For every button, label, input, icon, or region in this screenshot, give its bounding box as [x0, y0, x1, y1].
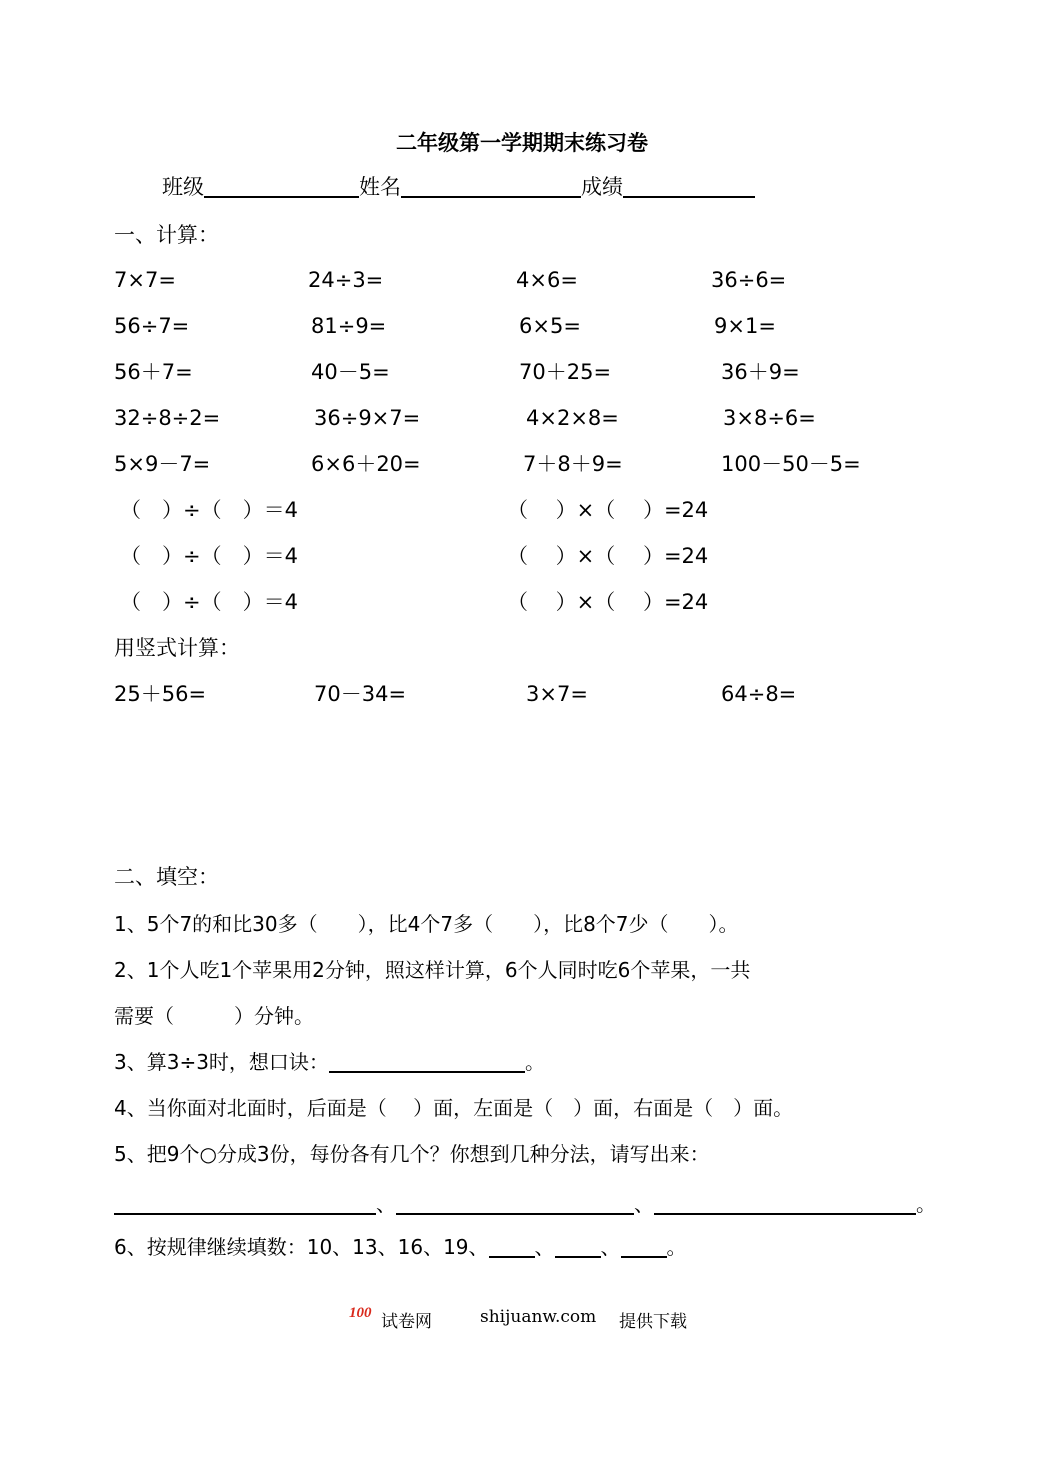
calc-item: 9×1= [714, 314, 776, 338]
calc-item: 7＋8＋9= [523, 452, 623, 476]
calc-item: 64÷8= [721, 682, 797, 706]
calc-item: 24÷3= [308, 268, 384, 292]
calc-item: 4×6= [516, 268, 578, 292]
question-2: 2、1个人吃1个苹果用2分钟，照这样计算，6个人同时吃6个苹果，一共 [114, 958, 751, 982]
question-6 [114, 1232, 687, 1262]
student-info-line [162, 172, 755, 202]
fill-item: （ ）×（ ）=24 [507, 498, 709, 522]
page-title: 二年级第一学期期末练习卷 [396, 130, 648, 155]
class-label: 班级 [162, 175, 204, 199]
question-1: 1、5个7的和比30多（ ），比4个7多（ ），比8个7少（ ）。 [114, 912, 739, 936]
answer-blank[interactable] [329, 1049, 525, 1073]
question-3-text: 3、算3÷3时，想口诀： [114, 1050, 329, 1074]
question-6-text: 6、按规律继续填数：10、13、16、19、 [114, 1235, 489, 1259]
fill-item: （ ）÷（ ）＝4 [120, 544, 298, 568]
question-3-end: 。 [524, 1050, 545, 1074]
period: 。 [666, 1235, 687, 1259]
site-url[interactable]: shijuanw.com [480, 1307, 597, 1327]
site-logo: 100 [349, 1305, 372, 1321]
separator: 、 [634, 1192, 654, 1216]
score-blank[interactable] [623, 174, 755, 198]
calc-item: 32÷8÷2= [114, 406, 221, 430]
calc-item: 36÷6= [711, 268, 787, 292]
fill-item: （ ）×（ ）=24 [507, 590, 709, 614]
class-blank[interactable] [204, 174, 359, 198]
separator: 、 [600, 1235, 621, 1259]
calc-item: 7×7= [114, 268, 176, 292]
answer-blank[interactable] [489, 1234, 535, 1258]
calc-item: 56÷7= [114, 314, 190, 338]
section1-heading: 一、计算： [114, 223, 219, 247]
provide-download: 提供下载 [619, 1312, 687, 1332]
calc-item: 100－50－5= [721, 452, 861, 476]
calc-item: 36÷9×7= [314, 406, 421, 430]
score-label: 成绩 [581, 175, 623, 199]
calc-item: 70＋25= [519, 360, 612, 384]
calc-item: 3×7= [526, 682, 588, 706]
question-2-continued: 需要（ ）分钟。 [114, 1004, 314, 1028]
site-name: 试卷网 [381, 1312, 432, 1332]
separator: 、 [376, 1192, 396, 1216]
footer [0, 1303, 1044, 1333]
question-5-answers [114, 1189, 936, 1219]
question-3 [114, 1047, 545, 1077]
period: 。 [916, 1192, 936, 1216]
calc-item: 6×6＋20= [311, 452, 421, 476]
answer-blank[interactable] [621, 1234, 667, 1258]
calc-item: 3×8÷6= [723, 406, 816, 430]
fill-item: （ ）×（ ）=24 [507, 544, 709, 568]
name-blank[interactable] [401, 174, 581, 198]
calc-item: 70－34= [314, 682, 407, 706]
calc-item: 25＋56= [114, 682, 207, 706]
calc-item: 4×2×8= [526, 406, 619, 430]
calc-item: 81÷9= [311, 314, 387, 338]
fill-item: （ ）÷（ ）＝4 [120, 498, 298, 522]
fill-item: （ ）÷（ ）＝4 [120, 590, 298, 614]
calc-item: 56＋7= [114, 360, 193, 384]
calc-item: 36＋9= [721, 360, 800, 384]
separator: 、 [534, 1235, 555, 1259]
answer-blank[interactable] [114, 1191, 376, 1215]
calc-item: 5×9－7= [114, 452, 211, 476]
section2-heading: 二、填空： [114, 865, 219, 889]
question-4: 4、当你面对北面时，后面是（ ）面，左面是（ ）面，右面是（ ）面。 [114, 1096, 794, 1120]
answer-blank[interactable] [654, 1191, 916, 1215]
name-label: 姓名 [359, 175, 401, 199]
answer-blank[interactable] [555, 1234, 601, 1258]
vertical-calc-heading: 用竖式计算： [114, 636, 240, 660]
answer-blank[interactable] [396, 1191, 634, 1215]
calc-item: 6×5= [519, 314, 581, 338]
calc-item: 40－5= [311, 360, 390, 384]
question-5: 5、把9个○分成3份，每份各有几个？你想到几种分法，请写出来： [114, 1142, 710, 1166]
